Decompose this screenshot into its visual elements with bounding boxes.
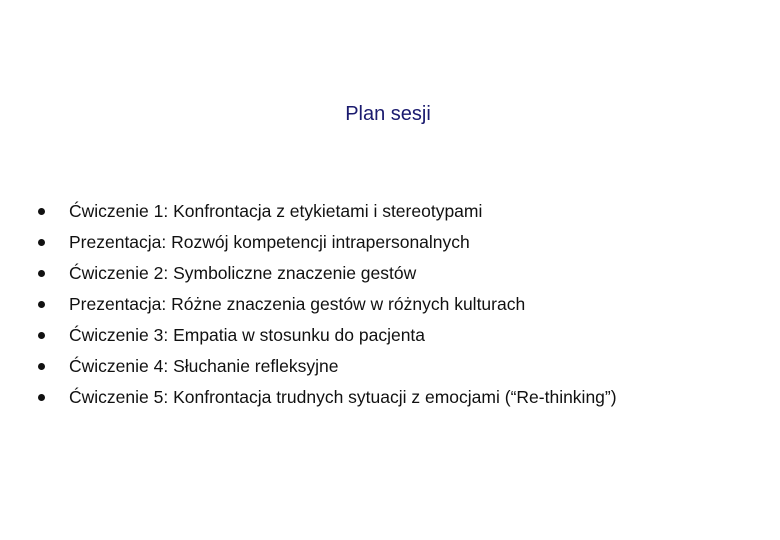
- list-item-text: Ćwiczenie 3: Empatia w stosunku do pacjenta: [69, 325, 426, 345]
- bullet-icon: [38, 301, 45, 308]
- list-item-text: Ćwiczenie 4: Słuchanie refleksyjne: [69, 356, 339, 376]
- bullet-icon: [38, 208, 45, 215]
- bullet-icon: [38, 270, 45, 277]
- slide-title: Plan sesji: [345, 103, 431, 125]
- list-item-text: Prezentacja: Różne znaczenia gestów w różnych kulturach: [69, 294, 526, 314]
- bullet-icon: [38, 332, 45, 339]
- bullet-icon: [38, 394, 45, 401]
- list-item-text: Ćwiczenie 5: Konfrontacja trudnych sytuacji z emocjami (“Re-thinking”): [69, 387, 617, 407]
- list-item-text: Ćwiczenie 2: Symboliczne znaczenie gestów: [69, 263, 417, 283]
- bullet-icon: [38, 363, 45, 370]
- list-item-text: Prezentacja: Rozwój kompetencji intrapersonalnych: [69, 232, 470, 252]
- list-item-text: Ćwiczenie 1: Konfrontacja z etykietami i stereotypami: [69, 201, 483, 221]
- bullet-icon: [38, 239, 45, 246]
